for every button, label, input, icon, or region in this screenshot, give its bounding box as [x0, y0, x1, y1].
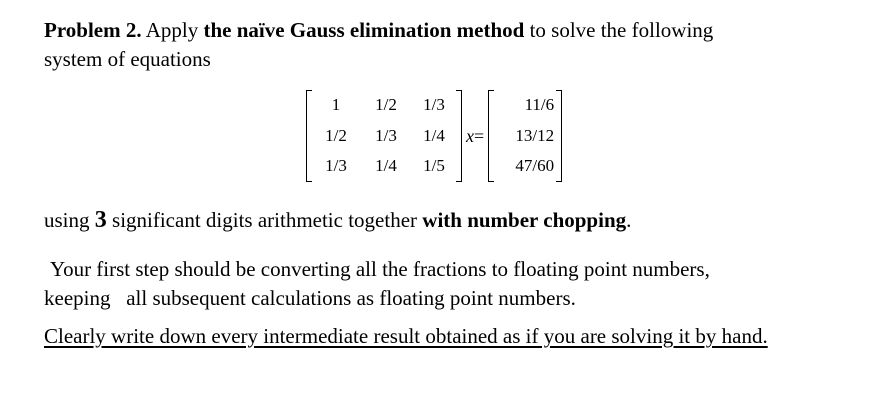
rhs-cell: 13/12 — [515, 125, 555, 145]
method-name: the naïve Gauss elimination method — [203, 18, 525, 42]
rhs-cell: 47/60 — [515, 156, 555, 176]
matrix-cell: 1/3 — [325, 156, 347, 176]
rhs-vector — [488, 90, 562, 182]
matrix-equation — [306, 88, 562, 184]
first-step-line1: Your first step should be converting all the fractions to floating point numbers, — [50, 257, 710, 281]
matrix-cell: 1/4 — [423, 125, 445, 145]
variable-x: x — [466, 125, 474, 146]
variable-equals — [462, 126, 488, 147]
first-step-line2: keeping all subsequent calculations as floating point numbers. — [44, 286, 576, 310]
coefficient-matrix — [306, 90, 462, 182]
chopping-text: with number chopping — [422, 208, 627, 232]
problem-statement — [44, 16, 713, 74]
digits-count: 3 — [94, 207, 107, 233]
first-step-instruction — [44, 255, 710, 313]
matrix-cell: 1/2 — [325, 125, 347, 145]
problem-intro-line2: system of equations — [44, 47, 211, 71]
using-mid: significant digits arithmetic together — [106, 208, 423, 232]
matrix-cell: 1/3 — [375, 125, 397, 145]
matrix-cell: 1/5 — [423, 156, 445, 176]
problem-intro-1: Apply — [141, 18, 204, 42]
equals-sign: = — [474, 125, 485, 146]
arithmetic-instruction — [44, 206, 631, 235]
using-prefix: using — [44, 208, 95, 232]
problem-label: Problem 2. — [44, 18, 142, 42]
matrix-cell: 1 — [331, 95, 341, 115]
matrix-cell: 1/2 — [375, 95, 397, 115]
problem-intro-2: to solve the following — [524, 18, 714, 42]
matrix-cell: 1/4 — [375, 156, 397, 176]
clearly-write-instruction: Clearly write down every intermediate result obtained as if you are solving it by hand. — [44, 324, 768, 348]
using-end: . — [626, 208, 632, 232]
rhs-cell: 11/6 — [524, 95, 555, 115]
matrix-cell: 1/3 — [423, 95, 445, 115]
